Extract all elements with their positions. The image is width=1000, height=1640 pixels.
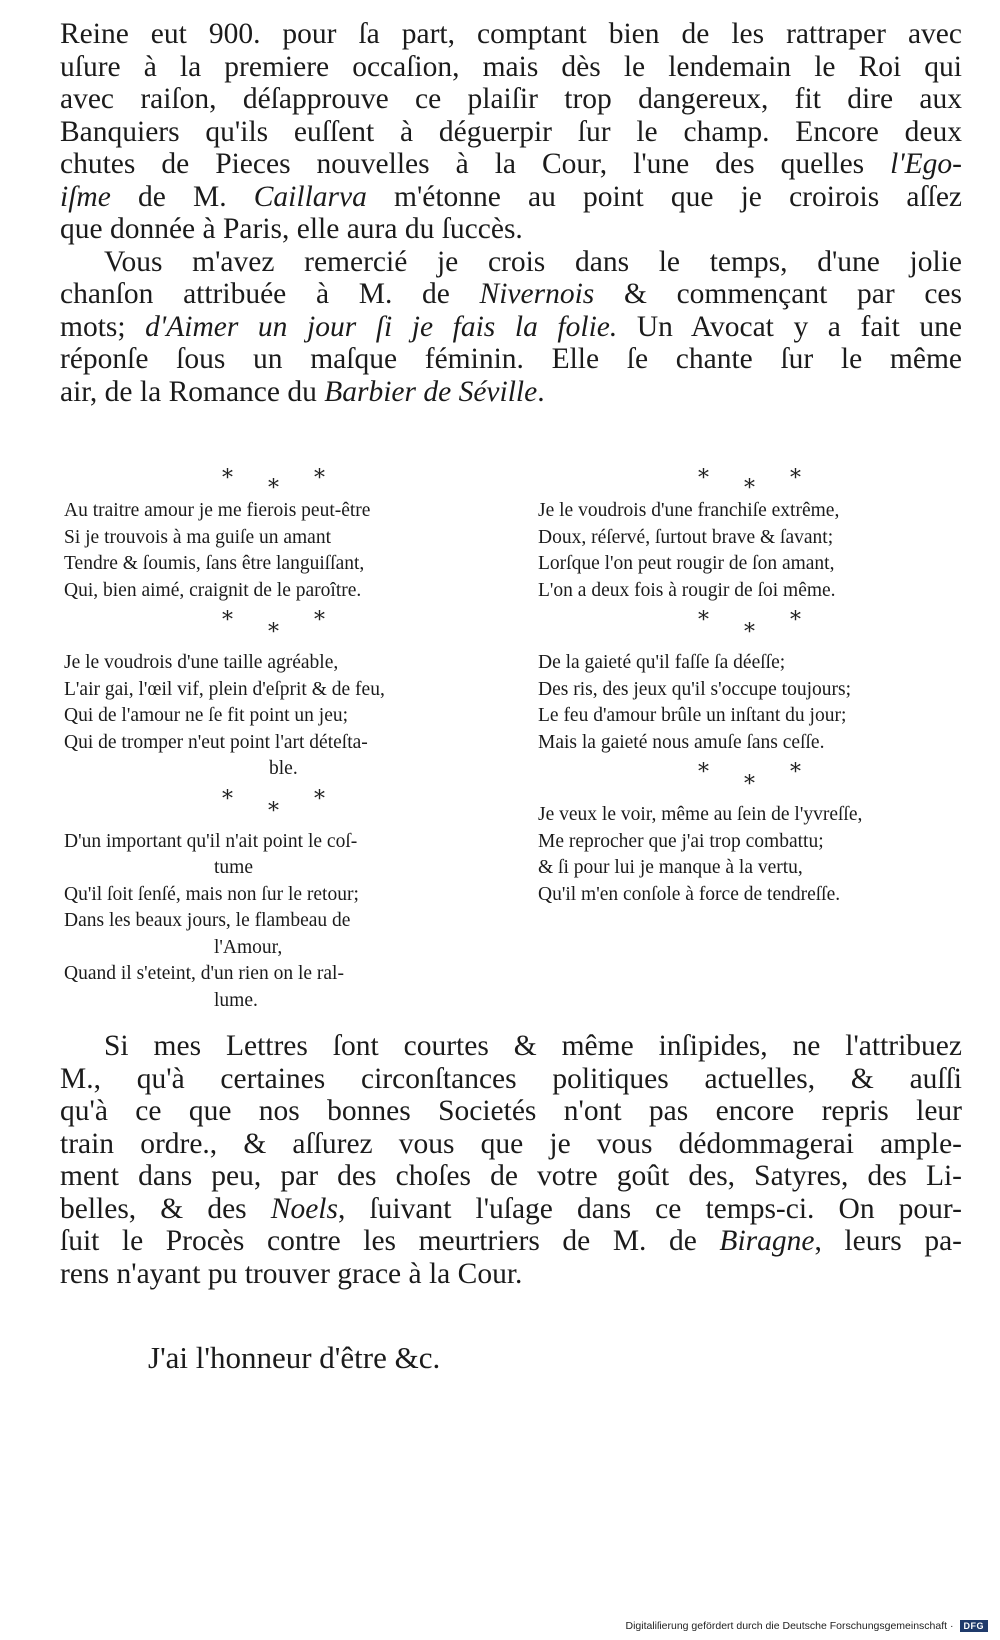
italic-run: l'Ego- — [890, 148, 962, 180]
verse-line: Me reprocher que j'ai trop combattu; — [538, 830, 824, 852]
verse-line: Qu'il m'en conſole à force de tendreſſe. — [538, 883, 841, 905]
verse-line: l'Amour, — [214, 936, 283, 958]
italic-run: Nivernois — [479, 278, 595, 310]
asterisk: * — [698, 760, 709, 785]
text-line: réponſe ſous un maſque féminin. Elle ſe chante ſur le même — [60, 343, 962, 375]
verse-line: D'un important qu'il n'ait point le coſ- — [64, 830, 358, 852]
text-line: Banquiers qu'ils euſſent à déguerpir ſur le champ. Encore deux — [60, 115, 962, 148]
stanza — [64, 829, 504, 1015]
paragraph-2 — [60, 246, 962, 409]
prose-bottom — [60, 1030, 962, 1290]
verse-line: De la gaieté qu'il faſſe ſa déeſſe; — [538, 652, 786, 673]
stanza-separator — [64, 783, 504, 829]
stanza-separator — [64, 458, 504, 501]
text-line: que donnée à Paris, elle aura du ſuccès. — [60, 213, 523, 245]
verse-line: L'on a deux fois à rougir de ſoi même. — [538, 579, 836, 601]
text-run: mots; — [60, 310, 146, 343]
text-run: belles, & des — [60, 1192, 271, 1225]
text-run: & commençant par ces — [594, 278, 962, 310]
italic-run: d'Aimer un jour ſi je fais la folie. — [145, 310, 618, 343]
text-line: Reine eut 900. pour ſa part, comptant bien de les rattraper avec — [60, 18, 962, 50]
italic-run: iſme — [60, 180, 111, 213]
text-line — [60, 311, 962, 344]
verse-column-left — [64, 458, 504, 1014]
asterisk: * — [314, 608, 325, 633]
verse-line: lume. — [214, 989, 258, 1011]
verse-line: Dans les beaux jours, le flambeau de — [64, 910, 351, 931]
text-line — [60, 1193, 962, 1226]
verse-line: Lorſque l'on peut rougir de ſon amant, — [538, 553, 835, 574]
text-run: chutes de Pieces nouvelles à la Cour, l'une des quelles — [60, 148, 891, 180]
text-line — [60, 148, 962, 181]
text-line: M., qu'à certaines circonſtances politiques actuelles, & auſſi — [60, 1062, 962, 1095]
stanza — [64, 650, 504, 783]
verse-line: Tendre & ſoumis, ſans être languiſſant, — [64, 553, 365, 574]
closing-salutation: J'ai l'honneur d'être &c. — [148, 1340, 441, 1375]
text-line: avec raiſon, déſapprouve ce plaiſir trop dangereux, fit dire aux — [60, 83, 962, 115]
stanza — [538, 802, 978, 908]
verse-line: Qui, bien aimé, craignit de le paroître. — [64, 579, 362, 601]
asterisk: * — [790, 608, 801, 633]
verse-line: Je le voudrois d'une franchiſe extrême, — [538, 500, 840, 521]
verse-line: Si je trouvois à ma guiſe un amant — [64, 526, 331, 548]
verse-line: & ſi pour lui je manque à la vertu, — [538, 857, 803, 878]
text-run: . — [537, 375, 545, 408]
stanza-separator — [538, 604, 978, 650]
asterisk: * — [744, 620, 755, 645]
asterisk: * — [268, 798, 279, 824]
verse-line: ble. — [269, 758, 298, 779]
stanza — [64, 498, 504, 604]
asterisk: * — [790, 760, 801, 785]
text-line: rens n'ayant pu trouver grace à la Cour. — [60, 1257, 523, 1290]
text-line — [60, 181, 962, 214]
asterisk: * — [790, 466, 801, 491]
italic-run: Caillarva — [253, 180, 367, 213]
verse-line: Des ris, des jeux qu'il s'occupe toujours; — [538, 678, 852, 700]
text-line: train ordre., & aſſurez vous que je vous dédommagerai ample- — [60, 1127, 962, 1160]
dfg-logo-icon: DFG — [960, 1620, 989, 1632]
verse-line: Qui de l'amour ne ſe fit point un jeu; — [64, 705, 349, 726]
paragraph-3 — [60, 1030, 962, 1290]
asterisk: * — [268, 620, 279, 645]
asterisk: * — [268, 476, 279, 501]
verse-line: Mais la gaieté nous amuſe ſans ceſſe. — [538, 731, 825, 753]
footer-credit — [625, 1620, 988, 1632]
paragraph-1 — [60, 18, 962, 246]
asterisk: * — [314, 466, 325, 491]
verse-line: Le feu d'amour brûle un inſtant du jour; — [538, 705, 847, 726]
verse-column-right — [538, 458, 978, 908]
asterisk: * — [222, 608, 233, 633]
verse-line: Je le voudrois d'une taille agréable, — [64, 652, 339, 673]
text-line — [60, 376, 962, 409]
asterisk: * — [698, 466, 709, 491]
text-line: uſure à la premiere occaſion, mais dès le lendemain le Roi qui — [60, 50, 962, 83]
text-line: ment dans peu, par des choſes de votre goût des, Satyres, des Li- — [60, 1160, 962, 1192]
text-run: m'étonne au point que je croirois aſſez — [366, 180, 963, 213]
verse-line: Au traitre amour je me fierois peut-être — [64, 500, 371, 521]
verse-line: Qui de tromper n'eut point l'art déteſta- — [64, 731, 368, 753]
text-line — [60, 278, 962, 311]
verse-line: Qu'il ſoit ſenſé, mais non ſur le retour; — [64, 883, 359, 905]
text-run: chanſon attribuée à M. de — [60, 278, 480, 310]
verse-line: tume — [214, 857, 253, 878]
text-run: , ſuivant l'uſage dans ce temps-ci. On pour- — [337, 1192, 962, 1225]
text-line — [60, 1225, 962, 1258]
asterisk: * — [222, 786, 233, 812]
italic-run: Barbier de Séville — [324, 375, 538, 408]
text-run: , leurs pa- — [814, 1225, 962, 1257]
stanza-separator — [64, 604, 504, 650]
footer-text: Digitaliſierung gefördert durch die Deutsche Forschungsgemeinschaft · — [625, 1620, 954, 1632]
text-run: de M. — [137, 180, 254, 213]
italic-run: Biragne — [719, 1225, 815, 1257]
asterisk: * — [222, 466, 233, 491]
text-run: Un Avocat y a fait une — [617, 310, 963, 343]
stanza — [538, 498, 978, 604]
verse-line: Quand il s'eteint, d'un rien on le ral- — [64, 963, 344, 984]
verse-line: L'air gai, l'œil vif, plein d'eſprit & de feu, — [64, 678, 385, 700]
asterisk: * — [744, 772, 755, 797]
prose-top — [60, 18, 962, 408]
verse-line: Doux, réſervé, ſurtout brave & ſavant; — [538, 526, 834, 548]
verse-line: Je veux le voir, même au ſein de l'yvreſſe, — [538, 804, 863, 825]
text-line: qu'à ce que nos bonnes Societés n'ont pas encore repris leur — [60, 1095, 962, 1127]
text-line: Vous m'avez remercié je crois dans le temps, d'une jolie — [104, 245, 962, 278]
text-run: ſuit le Procès contre les meurtriers de M. de — [60, 1225, 720, 1257]
stanza-separator — [538, 756, 978, 802]
text-line: Si mes Lettres ſont courtes & même inſipides, ne l'attribuez — [104, 1030, 962, 1062]
asterisk: * — [698, 608, 709, 633]
stanza-separator — [538, 458, 978, 501]
asterisk: * — [744, 476, 755, 501]
stanza — [538, 650, 978, 756]
text-run: air, de la Romance du — [60, 375, 325, 408]
asterisk: * — [314, 786, 325, 812]
italic-run: Noels — [270, 1192, 338, 1225]
